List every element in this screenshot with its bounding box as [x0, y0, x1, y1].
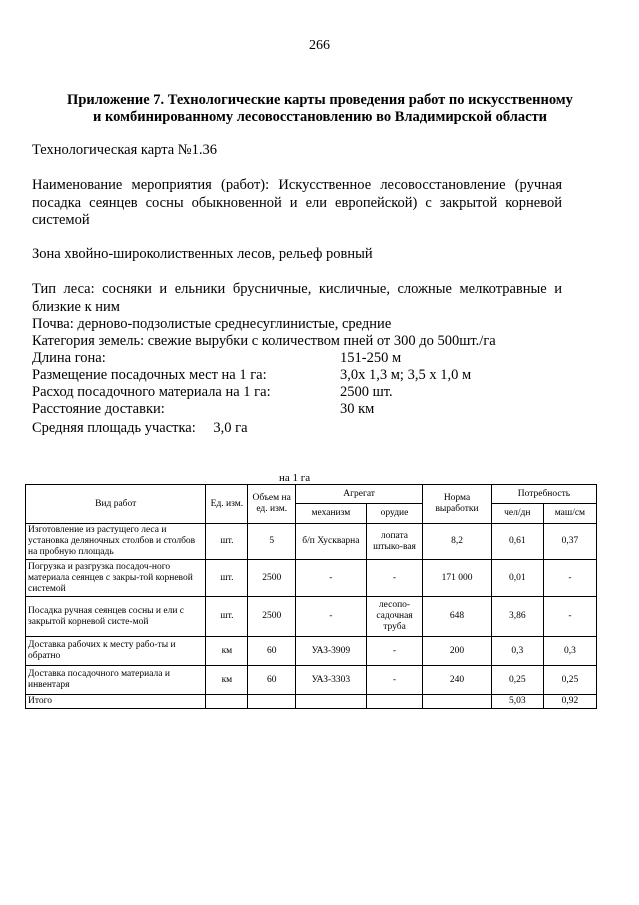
average-area-value: 3,0 га: [213, 420, 248, 436]
cell-work: Посадка ручная сеянцев сосны и ели с закрытой корневой систе-мой: [26, 597, 206, 637]
cell-work: Доставка посадочного материала и инвентаря: [26, 666, 206, 695]
cell-tool: -: [366, 666, 422, 695]
cell-norm: 8,2: [423, 524, 492, 560]
param-label: Размещение посадочных мест на 1 га:: [32, 367, 267, 383]
header-norm: Норма выработки: [423, 485, 492, 524]
cell-norm: 648: [423, 597, 492, 637]
cell-work: Изготовление из растущего леса и установка деляночных столбов и столбов на пробную площадь: [26, 524, 206, 560]
param-label: Расстояние доставки:: [32, 401, 165, 417]
cell-volume: 60: [248, 666, 296, 695]
header-unit: Ед. изм.: [206, 485, 248, 524]
header-need: Потребность: [491, 485, 596, 504]
cell-unit: шт.: [206, 597, 248, 637]
cell-man-days: 0,01: [491, 560, 543, 597]
total-label: Итого: [26, 695, 206, 709]
param-label: Расход посадочного материала на 1 га:: [32, 384, 271, 400]
header-tool: орудие: [366, 504, 422, 524]
cell-mechanism: УАЗ-3909: [295, 637, 366, 666]
cell-machine-shifts: 0,37: [543, 524, 596, 560]
title-line-2: и комбинированному лесовосстановлению во Владимирской области: [92, 109, 548, 125]
cell-tool: лопата штыко-вая: [366, 524, 422, 560]
param-row: [32, 350, 402, 368]
param-row: [32, 401, 375, 419]
param-value: 3,0х 1,3 м; 3,5 х 1,0 м: [340, 367, 472, 383]
soil-text: Почва: дерново-подзолистые среднесуглинистые, средние: [32, 316, 392, 332]
activity-name: Наименование мероприятия (работ): Искусственное лесовосстановление (ручная посадка сеянцев сосны обыкновенной и ели европейской) с закрытой корневой системой: [32, 177, 562, 228]
table-total-row: [26, 695, 597, 709]
cell-volume: 2500: [248, 597, 296, 637]
param-value: 2500 шт.: [340, 384, 393, 400]
cell-tool: лесопо-садочная труба: [366, 597, 422, 637]
empty-cell: [206, 695, 248, 709]
cell-man-days: 0,3: [491, 637, 543, 666]
average-area-label: Средняя площадь участка:: [32, 420, 196, 436]
empty-cell: [295, 695, 366, 709]
cell-volume: 5: [248, 524, 296, 560]
param-row: [32, 384, 393, 402]
param-value: 151-250 м: [340, 350, 402, 366]
total-machine-shifts: 0,92: [543, 695, 596, 709]
header-work: Вид работ: [26, 485, 206, 524]
header-mechanism: механизм: [295, 504, 366, 524]
cell-unit: км: [206, 637, 248, 666]
table-header-row: [26, 485, 597, 504]
header-machine-shifts: маш/см: [543, 504, 596, 524]
cell-volume: 60: [248, 637, 296, 666]
cell-work: Доставка рабочих к месту рабо-ты и обратно: [26, 637, 206, 666]
param-row: [32, 367, 472, 385]
works-table: [25, 484, 597, 709]
cell-unit: км: [206, 666, 248, 695]
cell-norm: 171 000: [423, 560, 492, 597]
average-area: [32, 420, 248, 437]
page-number: 266: [309, 38, 330, 53]
table-row: [26, 524, 597, 560]
table-row: [26, 560, 597, 597]
table-row: [26, 637, 597, 666]
cell-work: Погрузка и разгрузка посадоч-ного материала сеянцев с закры-той корневой системой: [26, 560, 206, 597]
cell-tool: -: [366, 560, 422, 597]
zone-text: Зона хвойно-широколиственных лесов, рельеф ровный: [32, 246, 373, 262]
cell-machine-shifts: 0,3: [543, 637, 596, 666]
header-man-days: чел/дн: [491, 504, 543, 524]
forest-type-text: Тип леса: сосняки и ельники брусничные, кисличные, сложные мелкотравные и близкие к ним: [32, 281, 562, 315]
cell-mechanism: -: [295, 560, 366, 597]
cell-tool: -: [366, 637, 422, 666]
table-row: [26, 666, 597, 695]
cell-unit: шт.: [206, 524, 248, 560]
cell-norm: 240: [423, 666, 492, 695]
cell-unit: шт.: [206, 560, 248, 597]
cell-man-days: 3,86: [491, 597, 543, 637]
cell-mechanism: б/п Хускварна: [295, 524, 366, 560]
card-title: Технологическая карта №1.36: [32, 142, 217, 158]
per-hectare-caption: на 1 га: [279, 472, 311, 484]
cell-machine-shifts: 0,25: [543, 666, 596, 695]
table-row: [26, 597, 597, 637]
empty-cell: [248, 695, 296, 709]
param-value: 30 км: [340, 401, 375, 417]
header-aggregate: Агрегат: [295, 485, 422, 504]
empty-cell: [423, 695, 492, 709]
title-line-1: Приложение 7. Технологические карты проведения работ по искусственному: [67, 92, 573, 108]
cell-machine-shifts: -: [543, 560, 596, 597]
cell-machine-shifts: -: [543, 597, 596, 637]
cell-man-days: 0,25: [491, 666, 543, 695]
total-man-days: 5,03: [491, 695, 543, 709]
cell-man-days: 0,61: [491, 524, 543, 560]
param-label: Длина гона:: [32, 350, 106, 366]
cell-mechanism: -: [295, 597, 366, 637]
header-volume: Объем на ед. изм.: [248, 485, 296, 524]
cell-norm: 200: [423, 637, 492, 666]
land-category-text: Категория земель: свежие вырубки с количеством пней от 300 до 500шт./га: [32, 333, 496, 349]
empty-cell: [366, 695, 422, 709]
cell-volume: 2500: [248, 560, 296, 597]
appendix-title: [30, 92, 610, 126]
cell-mechanism: УАЗ-3303: [295, 666, 366, 695]
